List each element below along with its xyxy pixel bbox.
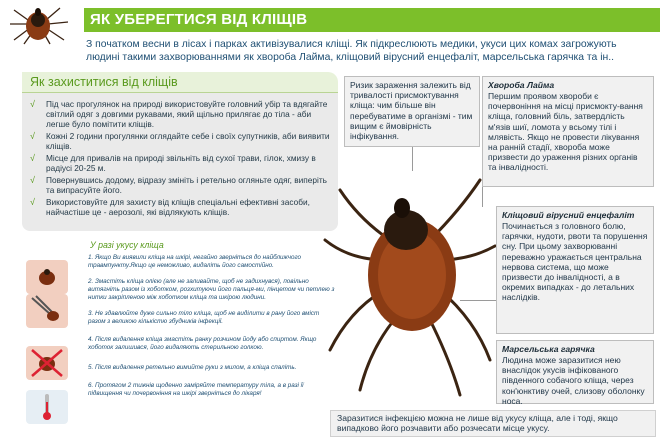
bite-step: 4. Після видалення кліща змастіть ранку розчином йоду або спиртом. Якщо хоботок залишився, його видаляють стерильною голкою. (88, 336, 317, 352)
connector-line (460, 300, 496, 301)
title-banner (84, 8, 660, 32)
crossed-tick-icon (26, 346, 68, 380)
risk-box (344, 76, 480, 147)
protect-title: Як захиститися від кліщів (30, 75, 178, 89)
encephalitis-title: Кліщовий вірусний енцефаліт (502, 210, 635, 220)
bite-section-title: У разі укусу кліща (90, 240, 164, 250)
protect-list (22, 93, 338, 217)
marseille-title: Марсельська гарячка (502, 344, 595, 354)
protect-item: √ Кожні 2 години прогулянки оглядайте себе і своїх супутників, аби виявити кліщів. (30, 131, 330, 152)
thermometer-icon (26, 390, 68, 424)
tweezers-icon (26, 294, 68, 328)
bite-step: 5. Після видалення ретельно вимийте руки з милом, а кліща спаліть. (88, 364, 297, 371)
tick-illustration-icon (310, 150, 500, 400)
marseille-text: Людина може заразитися нею внаслідок укусів інфікованого південного собачого кліща, через кон'юнктиву очей, слизову оболонку носа. (502, 355, 645, 406)
lyme-text: Першим проявом хвороби є почервоніння на місці присмокту-вання кліща, головний біль, затвердлість м'язів шиї, ломота у всьому тілі і млявість. Якщо не провести лікування на ранній стадії, хвороба може призвести до ураження різних органів та інвалідності. (488, 91, 643, 173)
protect-section-header (22, 72, 338, 93)
check-icon: √ (30, 174, 35, 185)
check-icon: √ (30, 196, 35, 207)
footer-note: Заразитися інфекцією можна не лише від укусу кліща, але і тоді, якщо випадково його розчавити або розчесати місце укусу. (330, 410, 656, 437)
bite-step: 2. Змастіть кліща олією (але не заливайте, щоб не задихнувся), повільно витягніть разом із хоботком, розхитуючи його пальця-ми, пінцетом чи петлею з нитки закріпленою між хоботком кліща та шкірою людини. (88, 278, 335, 302)
check-icon: √ (30, 131, 35, 142)
protect-item: √ Місце для привалів на природі звільніть від сухої трави, гілок, хмизу в радіусі 20-25 м. (30, 153, 316, 174)
protect-item: √ Під час прогулянок на природі використовуйте головний убір та вдягайте світлий одяг з довгими рукавами, який щільно прилягає до тіла - аби легше було помітити кліщів. (30, 99, 328, 130)
encephalitis-text: Починається з головного болю, гарячки, нудоти, рвоти та порушення сну. При цьому захворюванні переважно уражається центральна нервова система, що може призвести до інвалідності, а в окремих випадках - до летальних наслідків. (502, 221, 648, 303)
connector-line (482, 187, 483, 207)
page-title: ЯК УБЕРЕГТИСЯ ВІД КЛІЩІВ (90, 11, 308, 28)
connector-line (412, 147, 413, 171)
bite-step: 3. Не здавлюйте дуже сильно тіло кліща, щоб не виділити в рану його вміст разом з великою кількістю збудників інфекції. (88, 310, 320, 326)
marseille-box (496, 340, 654, 404)
protect-item: √ Повернувшись додому, відразу змініть і ретельно огляньте одяг, виперіть та випрасуйте його. (30, 174, 327, 196)
intro-text: З початком весни в лісах і парках активізувалися кліщі. Як підкреслюють медики, укуси цих комах загрожують людині такими захворюваннями як хвороба Лайма, кліщовий вірусний енцефаліт, марсельська гарячка та ін.. (86, 39, 617, 63)
protect-list-box (22, 93, 338, 231)
check-icon: √ (30, 153, 35, 164)
bite-step: 1. Якщо Ви виявили кліща на шкірі, негайно зверніться до найближчого травмпункту.Якщо це неможливо, видаліть його самостійно. (88, 254, 302, 270)
bite-step: 6. Протягом 2 тижнів щоденно заміряйте температуру тіла, а в разі її підвищення чи почервоніння на шкірі зверніться до лікаря! (88, 382, 304, 398)
lyme-title: Хвороба Лайма (488, 80, 555, 90)
protect-item: √ Використовуйте для захисту від кліщів спеціальні ефективні засоби, найчастіше це - аерозолі, які відлякують кліщів. (30, 196, 310, 218)
encephalitis-box (496, 206, 654, 334)
lyme-box (482, 76, 654, 187)
tick-logo-icon (6, 2, 74, 46)
risk-text: Ризик зараження залежить від тривалості присмоктування кліща: чим більше він перебуватиме в організмі - тим вищим є ймовірність інфікування. (350, 80, 473, 142)
tick-on-skin-icon (26, 260, 68, 294)
check-icon: √ (30, 99, 35, 109)
